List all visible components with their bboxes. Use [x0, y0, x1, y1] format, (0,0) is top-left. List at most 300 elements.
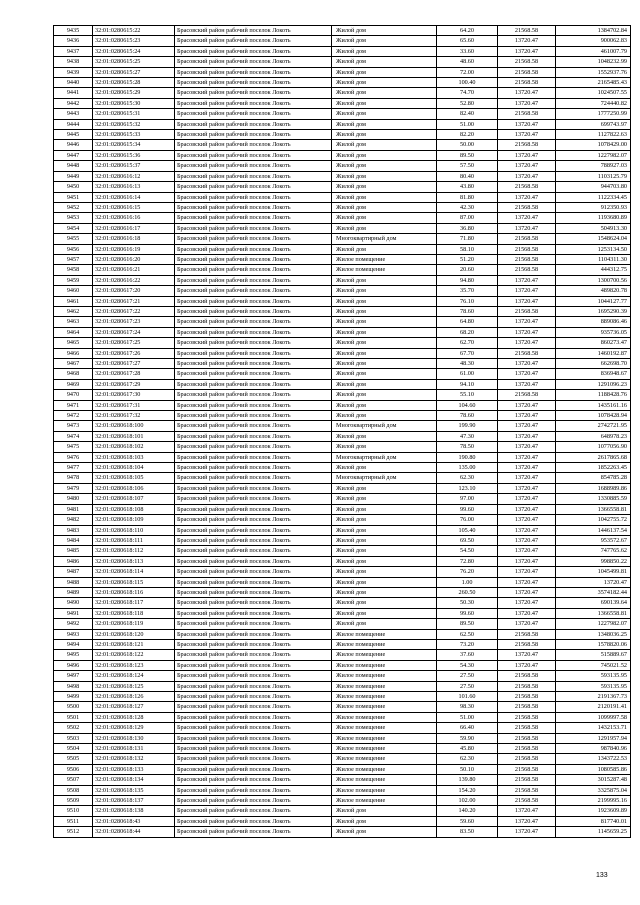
row-number-cell: 9456	[54, 244, 93, 254]
specific-value-cell: 13720.47	[498, 98, 556, 108]
address-cell: Брасовский район рабочий поселок Локоть	[175, 598, 332, 608]
address-cell: Брасовский район рабочий поселок Локоть	[175, 36, 332, 46]
cadastral-number-cell: 32:01:0280617:32	[93, 411, 175, 421]
specific-value-cell: 13720.47	[498, 473, 556, 483]
cadastral-value-cell: 1343722.53	[556, 754, 631, 764]
table-row	[54, 265, 631, 275]
area-cell: 62.50	[437, 629, 498, 639]
object-type-cell: Жилое помещение	[332, 254, 437, 264]
table-row	[54, 744, 631, 754]
area-cell: 101.60	[437, 692, 498, 702]
object-type-cell: Жилой дом	[332, 546, 437, 556]
cadastral-number-cell: 32:01:0280615:29	[93, 88, 175, 98]
row-number-cell: 9479	[54, 483, 93, 493]
address-cell: Брасовский район рабочий поселок Локоть	[175, 639, 332, 649]
address-cell: Брасовский район рабочий поселок Локоть	[175, 692, 332, 702]
cadastral-number-cell: 32:01:0280615:30	[93, 98, 175, 108]
area-cell: 89.50	[437, 619, 498, 629]
table-row	[54, 483, 631, 493]
row-number-cell: 9502	[54, 723, 93, 733]
row-number-cell: 9498	[54, 681, 93, 691]
table-row	[54, 473, 631, 483]
object-type-cell: Жилой дом	[332, 463, 437, 473]
object-type-cell: Жилой дом	[332, 327, 437, 337]
row-number-cell: 9484	[54, 535, 93, 545]
cadastral-value-cell: 1435161.16	[556, 400, 631, 410]
row-number-cell: 9488	[54, 577, 93, 587]
specific-value-cell: 13720.47	[498, 379, 556, 389]
cadastral-value-cell: 854785.28	[556, 473, 631, 483]
row-number-cell: 9472	[54, 411, 93, 421]
object-type-cell: Жилой дом	[332, 369, 437, 379]
cadastral-number-cell: 32:01:0280618:134	[93, 775, 175, 785]
area-cell: 99.60	[437, 608, 498, 618]
cadastral-value-cell: 2617865.68	[556, 452, 631, 462]
address-cell: Брасовский район рабочий поселок Локоть	[175, 744, 332, 754]
area-cell: 80.40	[437, 171, 498, 181]
cadastral-value-cell: 745021.52	[556, 660, 631, 670]
address-cell: Брасовский район рабочий поселок Локоть	[175, 764, 332, 774]
specific-value-cell: 21568.58	[498, 723, 556, 733]
area-cell: 1.00	[437, 577, 498, 587]
area-cell: 135.00	[437, 463, 498, 473]
address-cell: Брасовский район рабочий поселок Локоть	[175, 286, 332, 296]
row-number-cell: 9490	[54, 598, 93, 608]
cadastral-number-cell: 32:01:0280618:123	[93, 660, 175, 670]
address-cell: Брасовский район рабочий поселок Локоть	[175, 140, 332, 150]
object-type-cell: Жилой дом	[332, 213, 437, 223]
address-cell: Брасовский район рабочий поселок Локоть	[175, 119, 332, 129]
object-type-cell: Жилое помещение	[332, 639, 437, 649]
cadastral-number-cell: 32:01:0280616:12	[93, 171, 175, 181]
row-number-cell: 9441	[54, 88, 93, 98]
address-cell: Брасовский район рабочий поселок Локоть	[175, 109, 332, 119]
area-cell: 260.50	[437, 587, 498, 597]
cadastral-number-cell: 32:01:0280618:119	[93, 619, 175, 629]
table-row	[54, 733, 631, 743]
area-cell: 48.60	[437, 57, 498, 67]
object-type-cell: Жилой дом	[332, 286, 437, 296]
address-cell: Брасовский район рабочий поселок Локоть	[175, 182, 332, 192]
area-cell: 97.00	[437, 494, 498, 504]
specific-value-cell: 21568.58	[498, 57, 556, 67]
object-type-cell: Жилой дом	[332, 577, 437, 587]
address-cell: Брасовский район рабочий поселок Локоть	[175, 348, 332, 358]
table-row	[54, 192, 631, 202]
cadastral-number-cell: 32:01:0280617:22	[93, 306, 175, 316]
cadastral-value-cell: 3015287.48	[556, 775, 631, 785]
cadastral-number-cell: 32:01:0280618:131	[93, 744, 175, 754]
cadastral-value-cell: 724440.82	[556, 98, 631, 108]
cadastral-value-cell: 889086.46	[556, 317, 631, 327]
object-type-cell: Жилой дом	[332, 587, 437, 597]
row-number-cell: 9483	[54, 525, 93, 535]
cadastral-number-cell: 32:01:0280615:27	[93, 67, 175, 77]
address-cell: Брасовский район рабочий поселок Локоть	[175, 150, 332, 160]
area-cell: 66.40	[437, 723, 498, 733]
cadastral-value-cell: 1078428.94	[556, 411, 631, 421]
area-cell: 94.10	[437, 379, 498, 389]
address-cell: Брасовский район рабочий поселок Локоть	[175, 327, 332, 337]
cadastral-value-cell: 1366558.81	[556, 504, 631, 514]
object-type-cell: Жилое помещение	[332, 723, 437, 733]
address-cell: Брасовский район рабочий поселок Локоть	[175, 338, 332, 348]
address-cell: Брасовский район рабочий поселок Локоть	[175, 192, 332, 202]
object-type-cell: Многоквартирный дом	[332, 473, 437, 483]
cadastral-number-cell: 32:01:0280617:30	[93, 390, 175, 400]
area-cell: 87.00	[437, 213, 498, 223]
cadastral-number-cell: 32:01:0280617:31	[93, 400, 175, 410]
table-row	[54, 98, 631, 108]
row-number-cell: 9469	[54, 379, 93, 389]
cadastral-value-cell: 1145659.25	[556, 827, 631, 837]
object-type-cell: Многоквартирный дом	[332, 234, 437, 244]
address-cell: Брасовский район рабочий поселок Локоть	[175, 629, 332, 639]
specific-value-cell: 13720.47	[498, 46, 556, 56]
specific-value-cell: 21568.58	[498, 78, 556, 88]
row-number-cell: 9487	[54, 567, 93, 577]
cadastral-value-cell: 1923609.89	[556, 806, 631, 816]
object-type-cell: Жилой дом	[332, 504, 437, 514]
cadastral-value-cell: 13720.47	[556, 577, 631, 587]
object-type-cell: Жилой дом	[332, 182, 437, 192]
specific-value-cell: 13720.47	[498, 608, 556, 618]
area-cell: 51.00	[437, 712, 498, 722]
cadastral-value-cell: 515889.67	[556, 650, 631, 660]
specific-value-cell: 13720.47	[498, 442, 556, 452]
area-cell: 78.50	[437, 442, 498, 452]
area-cell: 76.00	[437, 515, 498, 525]
object-type-cell: Жилой дом	[332, 202, 437, 212]
area-cell: 37.60	[437, 650, 498, 660]
address-cell: Брасовский район рабочий поселок Локоть	[175, 723, 332, 733]
cadastral-number-cell: 32:01:0280616:18	[93, 234, 175, 244]
address-cell: Брасовский район рабочий поселок Локоть	[175, 660, 332, 670]
table-row	[54, 369, 631, 379]
table-row	[54, 202, 631, 212]
cadastral-number-cell: 32:01:0280618:102	[93, 442, 175, 452]
row-number-cell: 9448	[54, 161, 93, 171]
cadastral-number-cell: 32:01:0280615:23	[93, 36, 175, 46]
address-cell: Брасовский район рабочий поселок Локоть	[175, 754, 332, 764]
table-row	[54, 463, 631, 473]
address-cell: Брасовский район рабочий поселок Локоть	[175, 265, 332, 275]
cadastral-value-cell: 817740.01	[556, 816, 631, 826]
row-number-cell: 9470	[54, 390, 93, 400]
row-number-cell: 9511	[54, 816, 93, 826]
specific-value-cell: 21568.58	[498, 629, 556, 639]
cadastral-value-cell: 1227982.07	[556, 619, 631, 629]
address-cell: Брасовский район рабочий поселок Локоть	[175, 546, 332, 556]
cadastral-value-cell: 593135.95	[556, 681, 631, 691]
cadastral-value-cell: 1104311.30	[556, 254, 631, 264]
specific-value-cell: 13720.47	[498, 587, 556, 597]
row-number-cell: 9473	[54, 421, 93, 431]
object-type-cell: Жилой дом	[332, 46, 437, 56]
specific-value-cell: 21568.58	[498, 712, 556, 722]
table-row	[54, 275, 631, 285]
cadastral-number-cell: 32:01:0280616:16	[93, 213, 175, 223]
table-row	[54, 671, 631, 681]
cadastral-value-cell: 1330885.59	[556, 494, 631, 504]
specific-value-cell: 13720.47	[498, 431, 556, 441]
cadastral-value-cell: 3574182.44	[556, 587, 631, 597]
cadastral-value-cell: 1366558.81	[556, 608, 631, 618]
area-cell: 57.50	[437, 161, 498, 171]
cadastral-number-cell: 32:01:0280617:27	[93, 359, 175, 369]
cadastral-number-cell: 32:01:0280618:126	[93, 692, 175, 702]
cadastral-number-cell: 32:01:0280618:44	[93, 827, 175, 837]
specific-value-cell: 13720.47	[498, 598, 556, 608]
area-cell: 190.80	[437, 452, 498, 462]
area-cell: 76.20	[437, 567, 498, 577]
specific-value-cell: 21568.58	[498, 692, 556, 702]
row-number-cell: 9482	[54, 515, 93, 525]
object-type-cell: Жилой дом	[332, 98, 437, 108]
row-number-cell: 9478	[54, 473, 93, 483]
cadastral-value-cell: 2742721.95	[556, 421, 631, 431]
cadastral-value-cell: 860273.47	[556, 338, 631, 348]
cadastral-value-cell: 444312.75	[556, 265, 631, 275]
specific-value-cell: 13720.47	[498, 327, 556, 337]
area-cell: 102.00	[437, 796, 498, 806]
table-row	[54, 806, 631, 816]
object-type-cell: Жилой дом	[332, 223, 437, 233]
cadastral-number-cell: 32:01:0280618:116	[93, 587, 175, 597]
table-row	[54, 286, 631, 296]
table-row	[54, 244, 631, 254]
object-type-cell: Жилой дом	[332, 171, 437, 181]
area-cell: 27.50	[437, 671, 498, 681]
cadastral-value-cell: 912350.93	[556, 202, 631, 212]
table-row	[54, 452, 631, 462]
address-cell: Брасовский район рабочий поселок Локоть	[175, 234, 332, 244]
row-number-cell: 9449	[54, 171, 93, 181]
row-number-cell: 9510	[54, 806, 93, 816]
area-cell: 78.60	[437, 411, 498, 421]
address-cell: Брасовский район рабочий поселок Локоть	[175, 556, 332, 566]
address-cell: Брасовский район рабочий поселок Локоть	[175, 702, 332, 712]
cadastral-number-cell: 32:01:0280618:107	[93, 494, 175, 504]
table-row	[54, 109, 631, 119]
area-cell: 50.30	[437, 598, 498, 608]
cadastral-number-cell: 32:01:0280615:36	[93, 150, 175, 160]
row-number-cell: 9512	[54, 827, 93, 837]
area-cell: 51.20	[437, 254, 498, 264]
area-cell: 62.70	[437, 338, 498, 348]
object-type-cell: Жилой дом	[332, 525, 437, 535]
specific-value-cell: 13720.47	[498, 806, 556, 816]
object-type-cell: Жилой дом	[332, 36, 437, 46]
cadastral-value-cell: 1188428.76	[556, 390, 631, 400]
area-cell: 65.60	[437, 36, 498, 46]
cadastral-number-cell: 32:01:0280615:31	[93, 109, 175, 119]
cadastral-number-cell: 32:01:0280618:118	[93, 608, 175, 618]
area-cell: 27.50	[437, 681, 498, 691]
table-row	[54, 317, 631, 327]
object-type-cell: Многоквартирный дом	[332, 421, 437, 431]
row-number-cell: 9505	[54, 754, 93, 764]
address-cell: Брасовский район рабочий поселок Локоть	[175, 213, 332, 223]
area-cell: 43.80	[437, 182, 498, 192]
object-type-cell: Жилой дом	[332, 608, 437, 618]
table-row	[54, 213, 631, 223]
table-row	[54, 78, 631, 88]
table-row	[54, 161, 631, 171]
address-cell: Брасовский район рабочий поселок Локоть	[175, 806, 332, 816]
object-type-cell: Жилое помещение	[332, 764, 437, 774]
cadastral-value-cell: 1253134.50	[556, 244, 631, 254]
row-number-cell: 9485	[54, 546, 93, 556]
specific-value-cell: 13720.47	[498, 161, 556, 171]
cadastral-value-cell: 504913.30	[556, 223, 631, 233]
cadastral-number-cell: 32:01:0280617:29	[93, 379, 175, 389]
object-type-cell: Жилое помещение	[332, 796, 437, 806]
specific-value-cell: 21568.58	[498, 681, 556, 691]
object-type-cell: Жилое помещение	[332, 733, 437, 743]
row-number-cell: 9507	[54, 775, 93, 785]
address-cell: Брасовский район рабочий поселок Локоть	[175, 712, 332, 722]
area-cell: 83.50	[437, 827, 498, 837]
specific-value-cell: 13720.47	[498, 359, 556, 369]
cadastral-number-cell: 32:01:0280618:124	[93, 671, 175, 681]
cadastral-value-cell: 2120191.41	[556, 702, 631, 712]
cadastral-value-cell: 593135.95	[556, 671, 631, 681]
row-number-cell: 9445	[54, 130, 93, 140]
cadastral-number-cell: 32:01:0280616:17	[93, 223, 175, 233]
cadastral-value-cell: 953572.67	[556, 535, 631, 545]
cadastral-value-cell: 1127822.63	[556, 130, 631, 140]
address-cell: Брасовский район рабочий поселок Локоть	[175, 57, 332, 67]
table-row	[54, 57, 631, 67]
table-row	[54, 650, 631, 660]
table-row	[54, 629, 631, 639]
address-cell: Брасовский район рабочий поселок Локоть	[175, 400, 332, 410]
specific-value-cell: 21568.58	[498, 671, 556, 681]
cadastral-number-cell: 32:01:0280618:104	[93, 463, 175, 473]
cadastral-number-cell: 32:01:0280617:26	[93, 348, 175, 358]
object-type-cell: Жилой дом	[332, 535, 437, 545]
cadastral-value-cell: 1688989.86	[556, 483, 631, 493]
cadastral-value-cell: 1446137.54	[556, 525, 631, 535]
area-cell: 82.40	[437, 109, 498, 119]
object-type-cell: Жилой дом	[332, 57, 437, 67]
address-cell: Брасовский район рабочий поселок Локоть	[175, 254, 332, 264]
row-number-cell: 9480	[54, 494, 93, 504]
object-type-cell: Жилой дом	[332, 67, 437, 77]
address-cell: Брасовский район рабочий поселок Локоть	[175, 421, 332, 431]
table-row	[54, 338, 631, 348]
table-row	[54, 796, 631, 806]
table-row	[54, 785, 631, 795]
address-cell: Брасовский район рабочий поселок Локоть	[175, 650, 332, 660]
table-row	[54, 150, 631, 160]
row-number-cell: 9471	[54, 400, 93, 410]
address-cell: Брасовский район рабочий поселок Локоть	[175, 681, 332, 691]
table-row	[54, 296, 631, 306]
address-cell: Брасовский район рабочий поселок Локоть	[175, 88, 332, 98]
cadastral-number-cell: 32:01:0280618:137	[93, 796, 175, 806]
cadastral-value-cell: 998850.22	[556, 556, 631, 566]
row-number-cell: 9466	[54, 348, 93, 358]
specific-value-cell: 21568.58	[498, 764, 556, 774]
row-number-cell: 9437	[54, 46, 93, 56]
object-type-cell: Жилой дом	[332, 306, 437, 316]
cadastral-value-cell: 699743.97	[556, 119, 631, 129]
row-number-cell: 9462	[54, 306, 93, 316]
address-cell: Брасовский район рабочий поселок Локоть	[175, 369, 332, 379]
specific-value-cell: 13720.47	[498, 556, 556, 566]
table-row	[54, 140, 631, 150]
object-type-cell: Жилой дом	[332, 130, 437, 140]
specific-value-cell: 13720.47	[498, 660, 556, 670]
object-type-cell: Жилой дом	[332, 567, 437, 577]
cadastral-number-cell: 32:01:0280617:21	[93, 296, 175, 306]
specific-value-cell: 13720.47	[498, 452, 556, 462]
cadastral-value-cell: 1077056.90	[556, 442, 631, 452]
address-cell: Брасовский район рабочий поселок Локоть	[175, 379, 332, 389]
object-type-cell: Жилой дом	[332, 827, 437, 837]
area-cell: 139.80	[437, 775, 498, 785]
cadastral-number-cell: 32:01:0280618:106	[93, 483, 175, 493]
table-row	[54, 359, 631, 369]
cadastral-number-cell: 32:01:0280618:117	[93, 598, 175, 608]
row-number-cell: 9477	[54, 463, 93, 473]
row-number-cell: 9493	[54, 629, 93, 639]
specific-value-cell: 13720.47	[498, 827, 556, 837]
object-type-cell: Жилой дом	[332, 431, 437, 441]
specific-value-cell: 13720.47	[498, 36, 556, 46]
object-type-cell: Жилой дом	[332, 275, 437, 285]
address-cell: Брасовский район рабочий поселок Локоть	[175, 130, 332, 140]
address-cell: Брасовский район рабочий поселок Локоть	[175, 775, 332, 785]
object-type-cell: Жилой дом	[332, 317, 437, 327]
area-cell: 51.00	[437, 119, 498, 129]
row-number-cell: 9468	[54, 369, 93, 379]
cadastral-value-cell: 1777250.99	[556, 109, 631, 119]
cadastral-value-cell: 1080585.86	[556, 764, 631, 774]
cadastral-number-cell: 32:01:0280618:114	[93, 567, 175, 577]
address-cell: Брасовский район рабочий поселок Локоть	[175, 785, 332, 795]
specific-value-cell: 21568.58	[498, 754, 556, 764]
cadastral-number-cell: 32:01:0280618:138	[93, 806, 175, 816]
row-number-cell: 9435	[54, 26, 93, 36]
specific-value-cell: 13720.47	[498, 504, 556, 514]
row-number-cell: 9497	[54, 671, 93, 681]
specific-value-cell: 13720.47	[498, 171, 556, 181]
object-type-cell: Жилой дом	[332, 483, 437, 493]
cadastral-value-cell: 1045499.81	[556, 567, 631, 577]
address-cell: Брасовский район рабочий поселок Локоть	[175, 452, 332, 462]
specific-value-cell: 13720.47	[498, 213, 556, 223]
cadastral-value-cell: 690139.64	[556, 598, 631, 608]
cadastral-value-cell: 1291096.23	[556, 379, 631, 389]
row-number-cell: 9439	[54, 67, 93, 77]
cadastral-number-cell: 32:01:0280618:101	[93, 431, 175, 441]
row-number-cell: 9450	[54, 182, 93, 192]
table-row	[54, 171, 631, 181]
cadastral-value-cell: 1384702.84	[556, 26, 631, 36]
object-type-cell: Жилой дом	[332, 390, 437, 400]
address-cell: Брасовский район рабочий поселок Локоть	[175, 525, 332, 535]
area-cell: 45.80	[437, 744, 498, 754]
row-number-cell: 9481	[54, 504, 93, 514]
address-cell: Брасовский район рабочий поселок Локоть	[175, 306, 332, 316]
table-row	[54, 130, 631, 140]
object-type-cell: Жилое помещение	[332, 629, 437, 639]
object-type-cell: Жилой дом	[332, 494, 437, 504]
cadastral-value-cell: 1099997.58	[556, 712, 631, 722]
